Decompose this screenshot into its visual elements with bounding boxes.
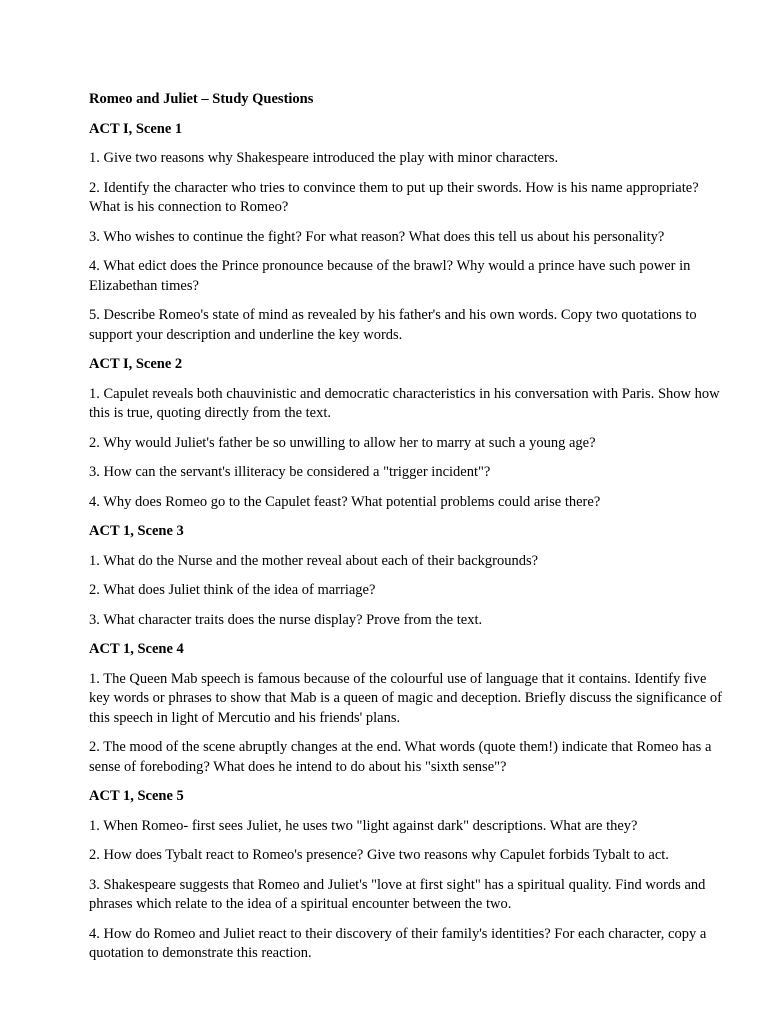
question-item: 1. When Romeo- first sees Juliet, he uses two "light against dark" descriptions. What are they? bbox=[89, 817, 638, 834]
section-act1-scene4 bbox=[89, 640, 729, 777]
section-act1-scene2 bbox=[89, 355, 729, 512]
question-item: 2. What does Juliet think of the idea of marriage? bbox=[89, 582, 376, 598]
question-item: 2. How does Tybalt react to Romeo's presence? Give two reasons why Capulet forbids Tybalt to act. bbox=[89, 847, 669, 863]
question-item: 4. How do Romeo and Juliet react to their discovery of their family's identities? For each character, copy a quotation to demonstrate this reaction. bbox=[89, 925, 707, 961]
section-heading: ACT I, Scene 1 bbox=[89, 120, 183, 137]
section-act1-scene1 bbox=[89, 120, 729, 346]
question-item: 2. Why would Juliet's father be so unwilling to allow her to marry at such a young age? bbox=[89, 434, 596, 451]
question-item: 1. What do the Nurse and the mother reveal about each of their backgrounds? bbox=[89, 552, 539, 569]
question-item: 1. Give two reasons why Shakespeare introduced the play with minor characters. bbox=[89, 150, 559, 166]
document-page bbox=[89, 90, 729, 974]
question-item: 3. How can the servant's illiteracy be considered a "trigger incident"? bbox=[89, 464, 491, 480]
section-heading: ACT 1, Scene 4 bbox=[89, 641, 184, 657]
question-item: 4. Why does Romeo go to the Capulet feast? What potential problems could arise there? bbox=[89, 493, 601, 510]
section-heading: ACT 1, Scene 5 bbox=[89, 788, 184, 804]
section-heading: ACT 1, Scene 3 bbox=[89, 523, 184, 539]
section-act1-scene3 bbox=[89, 522, 729, 630]
question-item: 2. The mood of the scene abruptly changes at the end. What words (quote them!) indicate that Romeo has a sense of foreboding? What does he intend to do about his "sixth sense"? bbox=[89, 739, 712, 775]
question-item: 4. What edict does the Prince pronounce because of the brawl? Why would a prince have such power in Elizabethan times? bbox=[89, 258, 691, 294]
question-item: 3. Who wishes to continue the fight? For what reason? What does this tell us about his personality? bbox=[89, 228, 665, 245]
question-item: 3. What character traits does the nurse display? Prove from the text. bbox=[89, 611, 483, 628]
question-item: 3. Shakespeare suggests that Romeo and Juliet's "love at first sight" has a spiritual quality. Find words and phrases which relate to the idea of a spiritual encounter between the two. bbox=[89, 876, 706, 912]
document-title: Romeo and Juliet – Study Questions bbox=[89, 91, 314, 107]
section-act1-scene5 bbox=[89, 787, 729, 964]
question-item: 1. Capulet reveals both chauvinistic and democratic characteristics in his conversation with Paris. Show how this is true, quoting directly from the text. bbox=[89, 385, 720, 421]
question-item: 5. Describe Romeo's state of mind as revealed by his father's and his own words. Copy two quotations to support your description and underline the key words. bbox=[89, 307, 697, 343]
section-heading: ACT I, Scene 2 bbox=[89, 356, 183, 372]
question-item: 1. The Queen Mab speech is famous because of the colourful use of language that it contains. Identify five key words or phrases to show that Mab is a queen of magic and deception. Briefly discuss the significance of this speech in light of Mercutio and his friends' plans. bbox=[89, 670, 723, 726]
question-item: 2. Identify the character who tries to convince them to put up their swords. How is his name appropriate? What is his connection to Romeo? bbox=[89, 179, 699, 215]
